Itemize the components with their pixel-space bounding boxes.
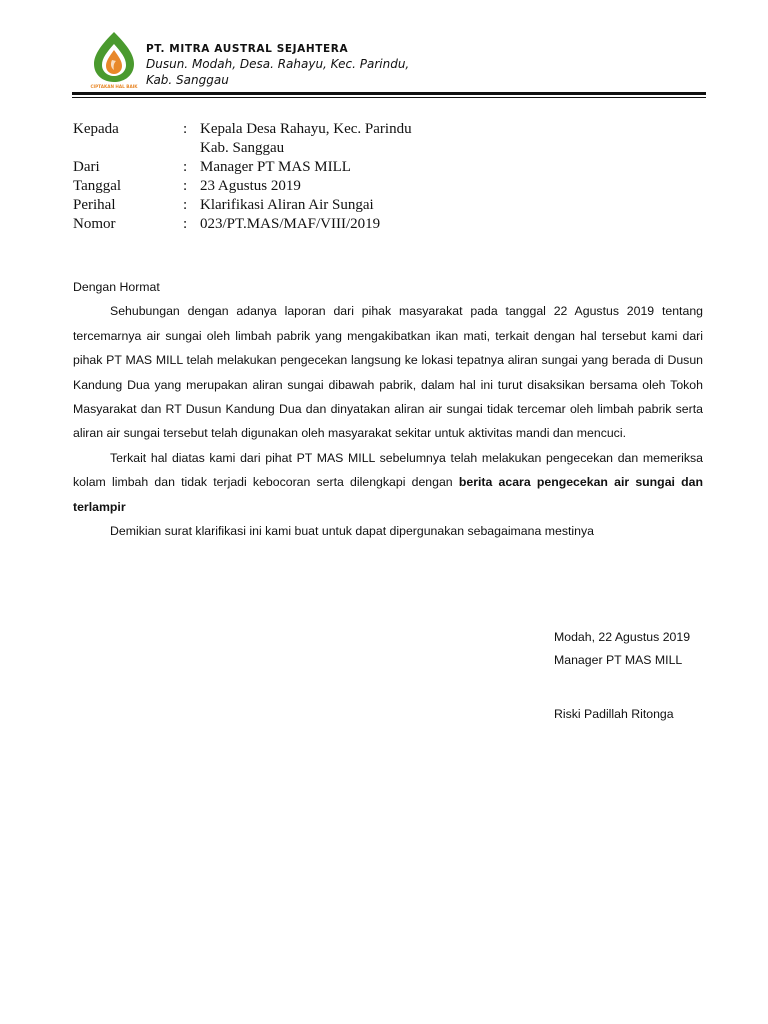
meta-value-to-line2: Kab. Sanggau [200,140,285,156]
company-address [146,56,526,88]
letter-body [73,275,703,543]
meta-colon: : [183,121,188,137]
meta-label-date: Tanggal [73,178,122,194]
meta-value-date: 23 Agustus 2019 [200,178,301,194]
meta-row-to-cont [73,139,412,158]
signature-block [554,626,690,726]
letterhead-divider-thin [72,97,706,98]
signature-place-date: Modah, 22 Agustus 2019 [554,630,691,644]
body-paragraph-1: Sehubungan dengan adanya laporan dari pihak masyarakat pada tanggal 22 Agustus 2019 tentang tercemarnya air sungai oleh limbah pabrik yang mengakibatkan ikan mati, terkait dengan hal tersebut kami dari pihak PT MAS MILL telah melakukan pengecekan langsung ke lokasi tepatnya aliran sungai yang berada di Dusun Kandung Dua yang merupakan aliran sungai dibawah pabrik, dalam hal ini turut disaksikan bersama oleh Tokoh Masyarakat dan RT Dusun Kandung Dua dan dinyatakan aliran air sungai tidak tercemar oleh limbah pabrik serta aliran air sungai tersebut telah digunakan oleh masyarakat sekitar untuk aktivitas mandi dan mencuci. [73,304,703,441]
address-line-2: Kab. Sanggau [146,73,229,87]
meta-colon: : [183,159,188,175]
greeting: Dengan Hormat [73,280,160,294]
meta-row-from [73,158,412,177]
meta-colon: : [183,216,188,232]
address-line-1: Dusun. Modah, Desa. Rahayu, Kec. Parindu, [146,57,410,71]
signature-name: Riski Padillah Ritonga [554,707,674,721]
body-paragraph-3: Demikian surat klarifikasi ini kami buat untuk dapat dipergunakan sebagaimana mestinya [110,524,594,539]
meta-colon: : [183,197,188,213]
meta-value-from: Manager PT MAS MILL [200,159,351,175]
meta-label-from: Dari [73,159,100,175]
meta-value-subject: Klarifikasi Aliran Air Sungai [200,197,374,213]
company-logo [88,30,140,90]
logo-caption: CIPTAKAN HAL BAIK [90,84,138,89]
letter-meta [73,120,412,234]
meta-row-subject [73,196,412,215]
body-paragraph-2-bold: berita acara pengecekan air sungai dan terlampir [73,475,703,514]
letterhead-divider-thick [72,92,706,95]
meta-row-number [73,215,412,234]
meta-row-date [73,177,412,196]
meta-label-to: Kepada [73,121,119,137]
meta-value-number: 023/PT.MAS/MAF/VIII/2019 [200,216,381,232]
signature-position: Manager PT MAS MILL [554,653,683,667]
meta-label-subject: Perihal [73,197,116,213]
meta-label-number: Nomor [73,216,116,232]
body-paragraph-2-text: Terkait hal diatas kami dari pihat PT MAS MILL sebelumnya telah melakukan pengecekan dan memeriksa kolam limbah dan tidak terjadi kebocoran serta dilengkapi dengan [73,450,703,490]
meta-colon: : [183,178,188,194]
company-name: PT. MITRA AUSTRAL SEJAHTERA [146,43,349,55]
meta-row-to [73,120,412,139]
body-paragraph-2 [73,446,703,519]
meta-value-to: Kepala Desa Rahayu, Kec. Parindu [200,121,412,137]
